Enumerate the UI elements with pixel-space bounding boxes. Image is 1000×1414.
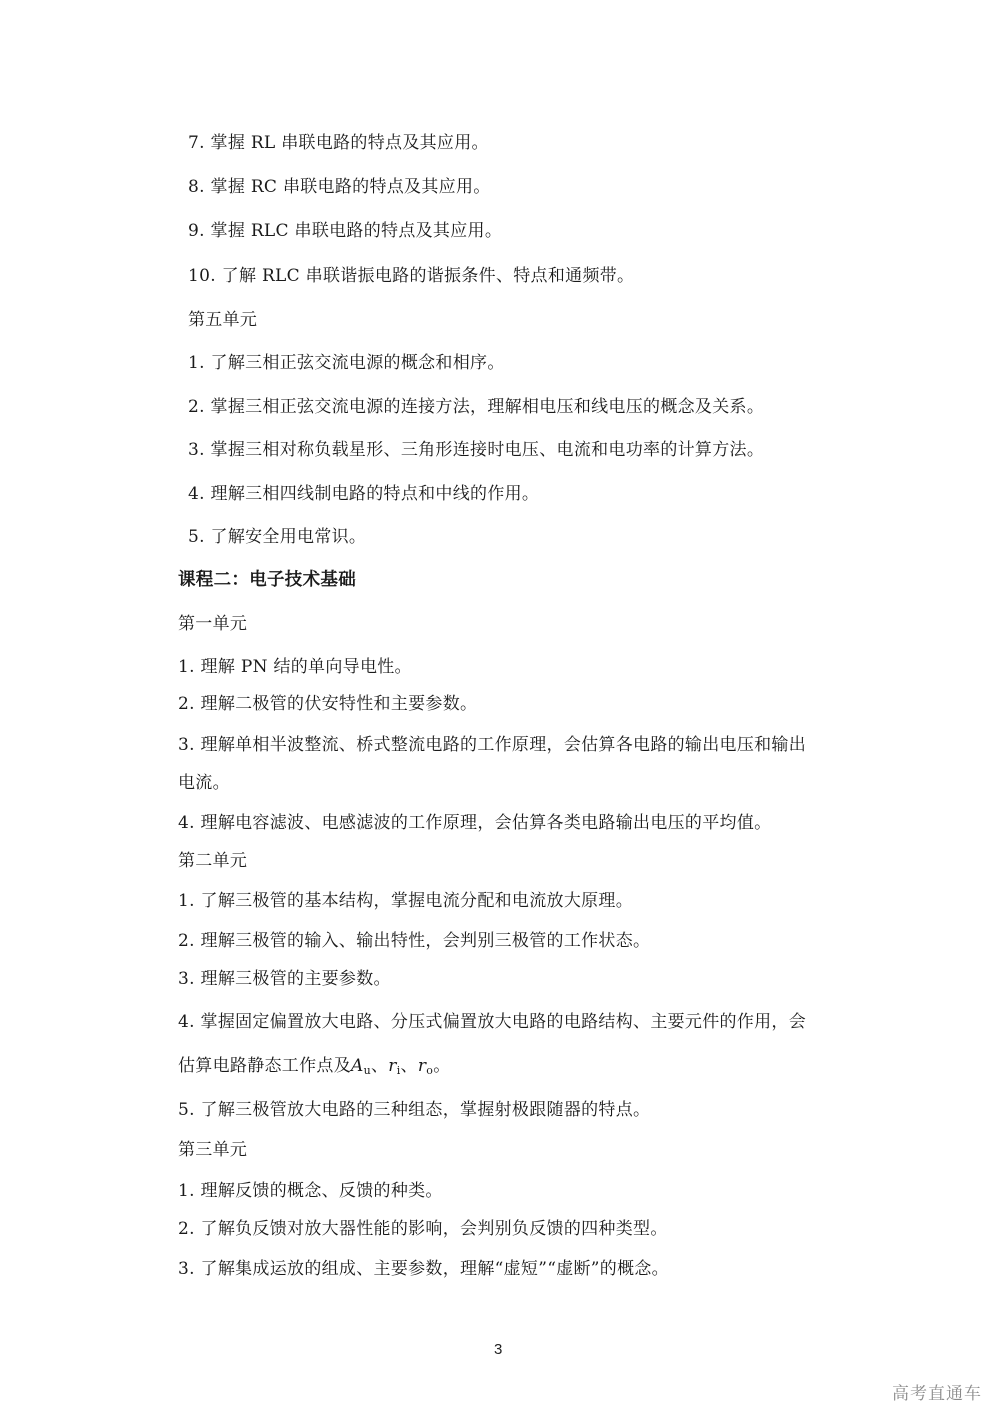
list-item: 4. 掌握固定偏置放大电路、分压式偏置放大电路的电路结构、主要元件的作用，会: [178, 1012, 807, 1032]
list-item: 7. 掌握 RL 串联电路的特点及其应用。: [188, 133, 489, 153]
list-item: 9. 掌握 RLC 串联电路的特点及其应用。: [188, 221, 503, 241]
unit-title: 第二单元: [178, 851, 248, 871]
separator: 、: [400, 1056, 418, 1076]
watermark: 高考直通车: [892, 1384, 982, 1404]
list-item: 5. 了解安全用电常识。: [188, 527, 367, 547]
output-resistance-symbol: r: [417, 1056, 427, 1076]
list-item: 3. 掌握三相对称负载星形、三角形连接时电压、电流和电功率的计算方法。: [188, 440, 765, 460]
list-item: 3. 理解单相半波整流、桥式整流电路的工作原理，会估算各电路的输出电压和输出: [178, 735, 807, 755]
output-resistance-subscript: o: [426, 1064, 434, 1077]
course-heading: 课程二：电子技术基础: [178, 570, 356, 590]
unit-title: 第五单元: [188, 310, 258, 330]
list-item: 2. 理解三极管的输入、输出特性，会判别三极管的工作状态。: [178, 931, 651, 951]
list-item: 10. 了解 RLC 串联谐振电路的谐振条件、特点和通频带。: [188, 266, 635, 286]
unit-title: 第三单元: [178, 1140, 248, 1160]
list-item: 5. 了解三极管放大电路的三种组态，掌握射极跟随器的特点。: [178, 1100, 651, 1120]
page-number: 3: [494, 1341, 503, 1358]
gain-subscript: u: [363, 1064, 371, 1077]
list-item: 8. 掌握 RC 串联电路的特点及其应用。: [188, 177, 491, 197]
continuation-text: 估算电路静态工作点及: [178, 1056, 351, 1076]
list-item-continuation: [178, 1055, 451, 1082]
list-item: 3. 理解三极管的主要参数。: [178, 969, 391, 989]
list-item: 1. 了解三相正弦交流电源的概念和相序。: [188, 353, 505, 373]
list-item: 1. 理解反馈的概念、反馈的种类。: [178, 1181, 443, 1201]
gain-symbol: A: [351, 1056, 364, 1076]
list-item: 4. 理解电容滤波、电感滤波的工作原理，会估算各类电路输出电压的平均值。: [178, 813, 772, 833]
separator: 、: [370, 1056, 389, 1076]
list-item: 1. 了解三极管的基本结构，掌握电流分配和电流放大原理。: [178, 891, 634, 911]
list-item-continuation: 电流。: [178, 773, 230, 793]
sentence-end: 。: [433, 1056, 451, 1076]
list-item: 2. 掌握三相正弦交流电源的连接方法，理解相电压和线电压的概念及关系。: [188, 397, 765, 417]
unit-title: 第一单元: [178, 614, 248, 634]
list-item: 2. 了解负反馈对放大器性能的影响，会判别负反馈的四种类型。: [178, 1219, 668, 1239]
list-item: 1. 理解 PN 结的单向导电性。: [178, 657, 412, 677]
list-item: 2. 理解二极管的伏安特性和主要参数。: [178, 694, 478, 714]
list-item: 3. 了解集成运放的组成、主要参数，理解“虚短”“虚断”的概念。: [178, 1259, 669, 1279]
input-resistance-symbol: r: [388, 1056, 397, 1076]
list-item: 4. 理解三相四线制电路的特点和中线的作用。: [188, 484, 540, 504]
input-resistance-subscript: i: [396, 1064, 401, 1077]
